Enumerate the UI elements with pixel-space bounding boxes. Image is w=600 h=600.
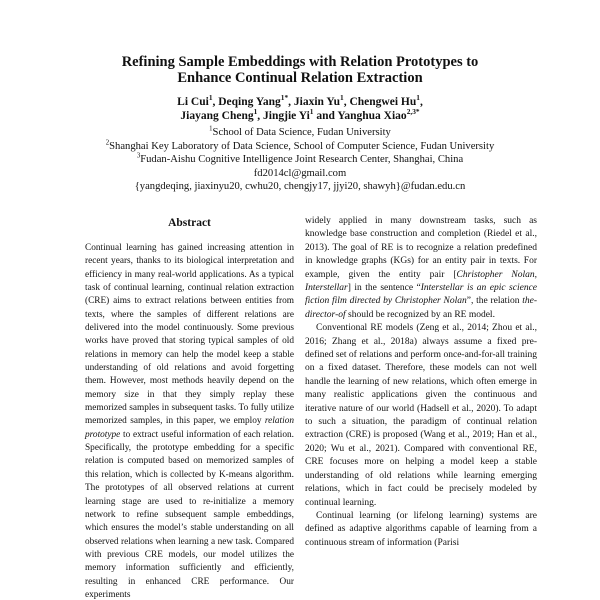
intro-paragraph: Conventional RE models (Zeng et al., 2014; Zhou et al., 2016; Zhang et al., 2018a) always assume a fixed pre-defined set of relations and perform once-and-for-all training on a fixed dataset. Therefore, these models can not well handle the learning of new relations, which often emerge in many realistic applications given the continuous and iterative nature of our world (Hadsell et al., 2020). To adapt to such a situation, the paradigm of continual relation extraction (CRE) is proposed (Wang et al., 2019; Han et al., 2020; Wu et al., 2021). Compared with conventional RE, CRE focuses more on helping a model keep a stable understanding of old relations while learning emerging relations, which in fact could be precisely modeled by continual learning. (305, 323, 537, 508)
two-column-body (57, 215, 600, 600)
authors-line-1: Li Cui$^1$, Deqing Yang$^{1*}$, Jiaxin Yu$^1$, Chengwei Hu$^1$, (177, 93, 423, 108)
affiliation-line-1: $^1$School of Data Science, Fudan University (209, 125, 391, 138)
abstract-heading: Abstract (168, 216, 211, 229)
column-right (305, 215, 537, 600)
paper-title-line-2: Enhance Continual Relation Extraction (177, 70, 423, 86)
email-line-1: fd2014cl@gmail.com (253, 167, 347, 179)
affiliation-line-2: $^2$Shanghai Key Laboratory of Data Science, School of Computer Science, Fudan University (105, 139, 495, 152)
abstract-section (57, 217, 296, 600)
paper-title (0, 54, 600, 86)
affiliation-line-3: $^3$Fudan-Aishu Cognitive Intelligence Joint Research Center, Shanghai, China (136, 152, 464, 166)
affiliations-block (0, 126, 600, 194)
email-line-2: {yangdeqing, jiaxinyu20, cwhu20, chengjy17, jjyi20, shawyh}@fudan.edu.cn (134, 181, 466, 193)
column-left (57, 215, 296, 600)
abstract-text: Continual learning has gained increasing attention in recent years, thanks to its biological interpretation and efficiency in many real-world applications. As a typical task of continual learning, continual relation extraction (CRE) aims to extract relations between entities from texts, where the samples of different relations are delivered into the model continuously. Some previous works have proved that storing typical samples of old relations in memory can help the model keep a stable understanding of old relations and avoid forgetting them. However, most methods heavily depend on the memory size in that they simply replay these memorized samples in subsequent tasks. To fully utilize memorized samples, in this paper, we employ relation prototype to extract useful information of each relation. Specifically, the prototype embedding for a specific relation is computed based on memorized samples of this relation, which is collected by K-means algorithm. The prototypes of all observed relations at current learning stage are used to re-initialize a memory network to refine subsequent sample embeddings, which ensures the model’s stable understanding on all observed relations when learning a new task. Compared with previous CRE models, our model utilizes the memory information sufficiently and efficiently, resulting in enhanced CRE performance. Our experiments (85, 242, 294, 600)
intro-paragraph: Continual learning (or lifelong learning) systems are defined as adaptive algorithms capable of learning from a continuous stream of information (Parisi (305, 510, 537, 548)
intro-paragraph: widely applied in many downstream tasks, such as knowledge base construction and completion (Riedel et al., 2013). The goal of RE is to recognize a relation predefined in knowledge graphs (KGs) for an entity pair in texts. For example, given the entity pair [Christopher Nolan, Interstellar] in the sentence “Interstellar is an epic science fiction film directed by Christopher Nolan”, the relation the-director-of should be recognized by an RE model. (305, 215, 537, 320)
paper-title-line-1: Refining Sample Embeddings with Relation Prototypes to (121, 54, 479, 70)
authors-line-2: Jiayang Cheng$^1$, Jingjie Yi$^1$ and Yanghua Xiao$^{2,3*}$ (180, 106, 420, 122)
authors-block (0, 93, 600, 123)
